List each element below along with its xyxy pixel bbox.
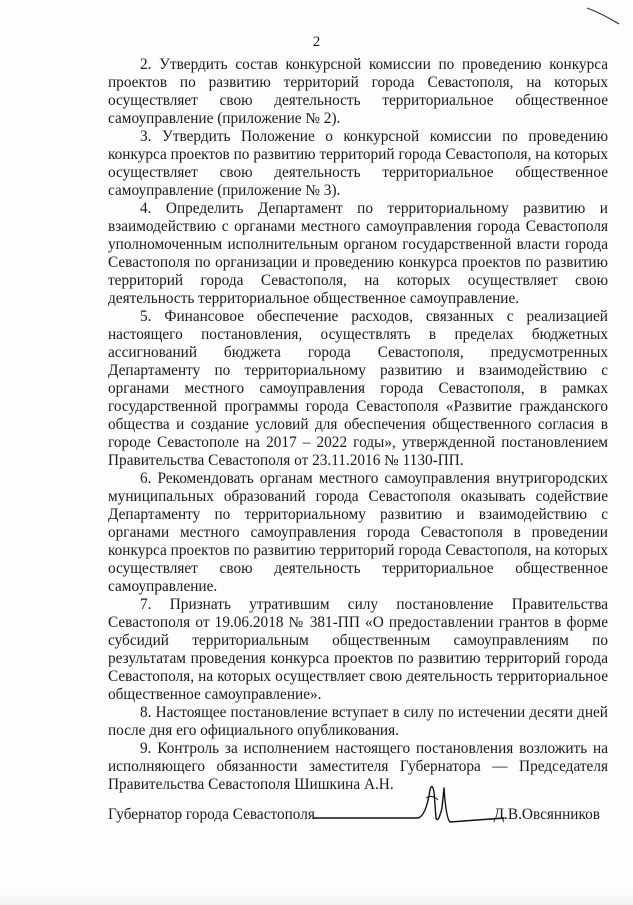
- paragraph-6: 6. Рекомендовать органам местного самоуправления внутригородских муниципальных образований города Севастополя оказывать содействие Департаменту по территориальному развитию и взаимодействию с органами местного самоуправления города Севастополя в проведении конкурса проектов по развитию территорий города Севастополя, на которых осуществляет свою деятельность территориальное общественное самоуправление.: [108, 470, 608, 595]
- pen-stroke-mark: [585, 4, 625, 28]
- paragraph-7: 7. Признать утратившим силу постановление Правительства Севастополя от 19.06.2018 № 381-ПП «О предоставлении грантов в форме субсидий территориальным общественным самоуправлениям по результатам проведения конкурса проектов по развитию территорий города Севастополя, на которых осуществляет свою деятельность территориальное общественное самоуправление».: [108, 596, 608, 703]
- signatory-name: Д.В.Овсянников: [493, 806, 600, 823]
- handwritten-signature: [308, 778, 508, 834]
- document-body: [108, 56, 608, 794]
- signatory-title: Губернатор города Севастополя: [108, 806, 315, 823]
- paragraph-8: 8. Настоящее постановление вступает в силу по истечении десяти дней после дня его официального опубликования.: [108, 704, 608, 739]
- paragraph-2: 2. Утвердить состав конкурсной комиссии по проведению конкурса проектов по развитию территорий города Севастополя, на которых осуществляет свою деятельность территориальное общественное самоуправление (приложение № 2).: [108, 56, 608, 127]
- paragraph-5: 5. Финансовое обеспечение расходов, связанных с реализацией настоящего постановления, осуществлять в пределах бюджетных ассигнований бюджета города Севастополя, предусмотренных Департаменту по территориальному развитию и взаимодействию с органами местного самоуправления города Севастополя, в рамках государственной программы города Севастополя «Развитие гражданского общества и создание условий для обеспечения общественного согласия в городе Севастополе на 2017 – 2022 годы», утвержденной постановлением Правительства Севастополя от 23.11.2016 № 1130-ПП.: [108, 308, 608, 469]
- scan-shadow: [0, 893, 633, 905]
- paragraph-9: 9. Контроль за исполнением настоящего постановления возложить на исполняющего обязанности заместителя Губернатора — Председателя Правительства Севастополя Шишкина А.Н.: [108, 740, 608, 793]
- page-number: 2: [312, 34, 321, 50]
- signature-block: [108, 802, 608, 826]
- paragraph-4: 4. Определить Департамент по территориальному развитию и взаимодействию с органами местного самоуправления города Севастополя уполномоченным исполнительным органом государственной власти города Севастополя по организации и проведению конкурса проектов по развитию территорий города Севастополя, на которых осуществляет свою деятельность территориальное общественное самоуправление.: [108, 200, 608, 307]
- paragraph-3: 3. Утвердить Положение о конкурсной комиссии по проведению конкурса проектов по развитию территорий города Севастополя, на которых осуществляет свою деятельность территориальное общественное самоуправление (приложение № 3).: [108, 128, 608, 199]
